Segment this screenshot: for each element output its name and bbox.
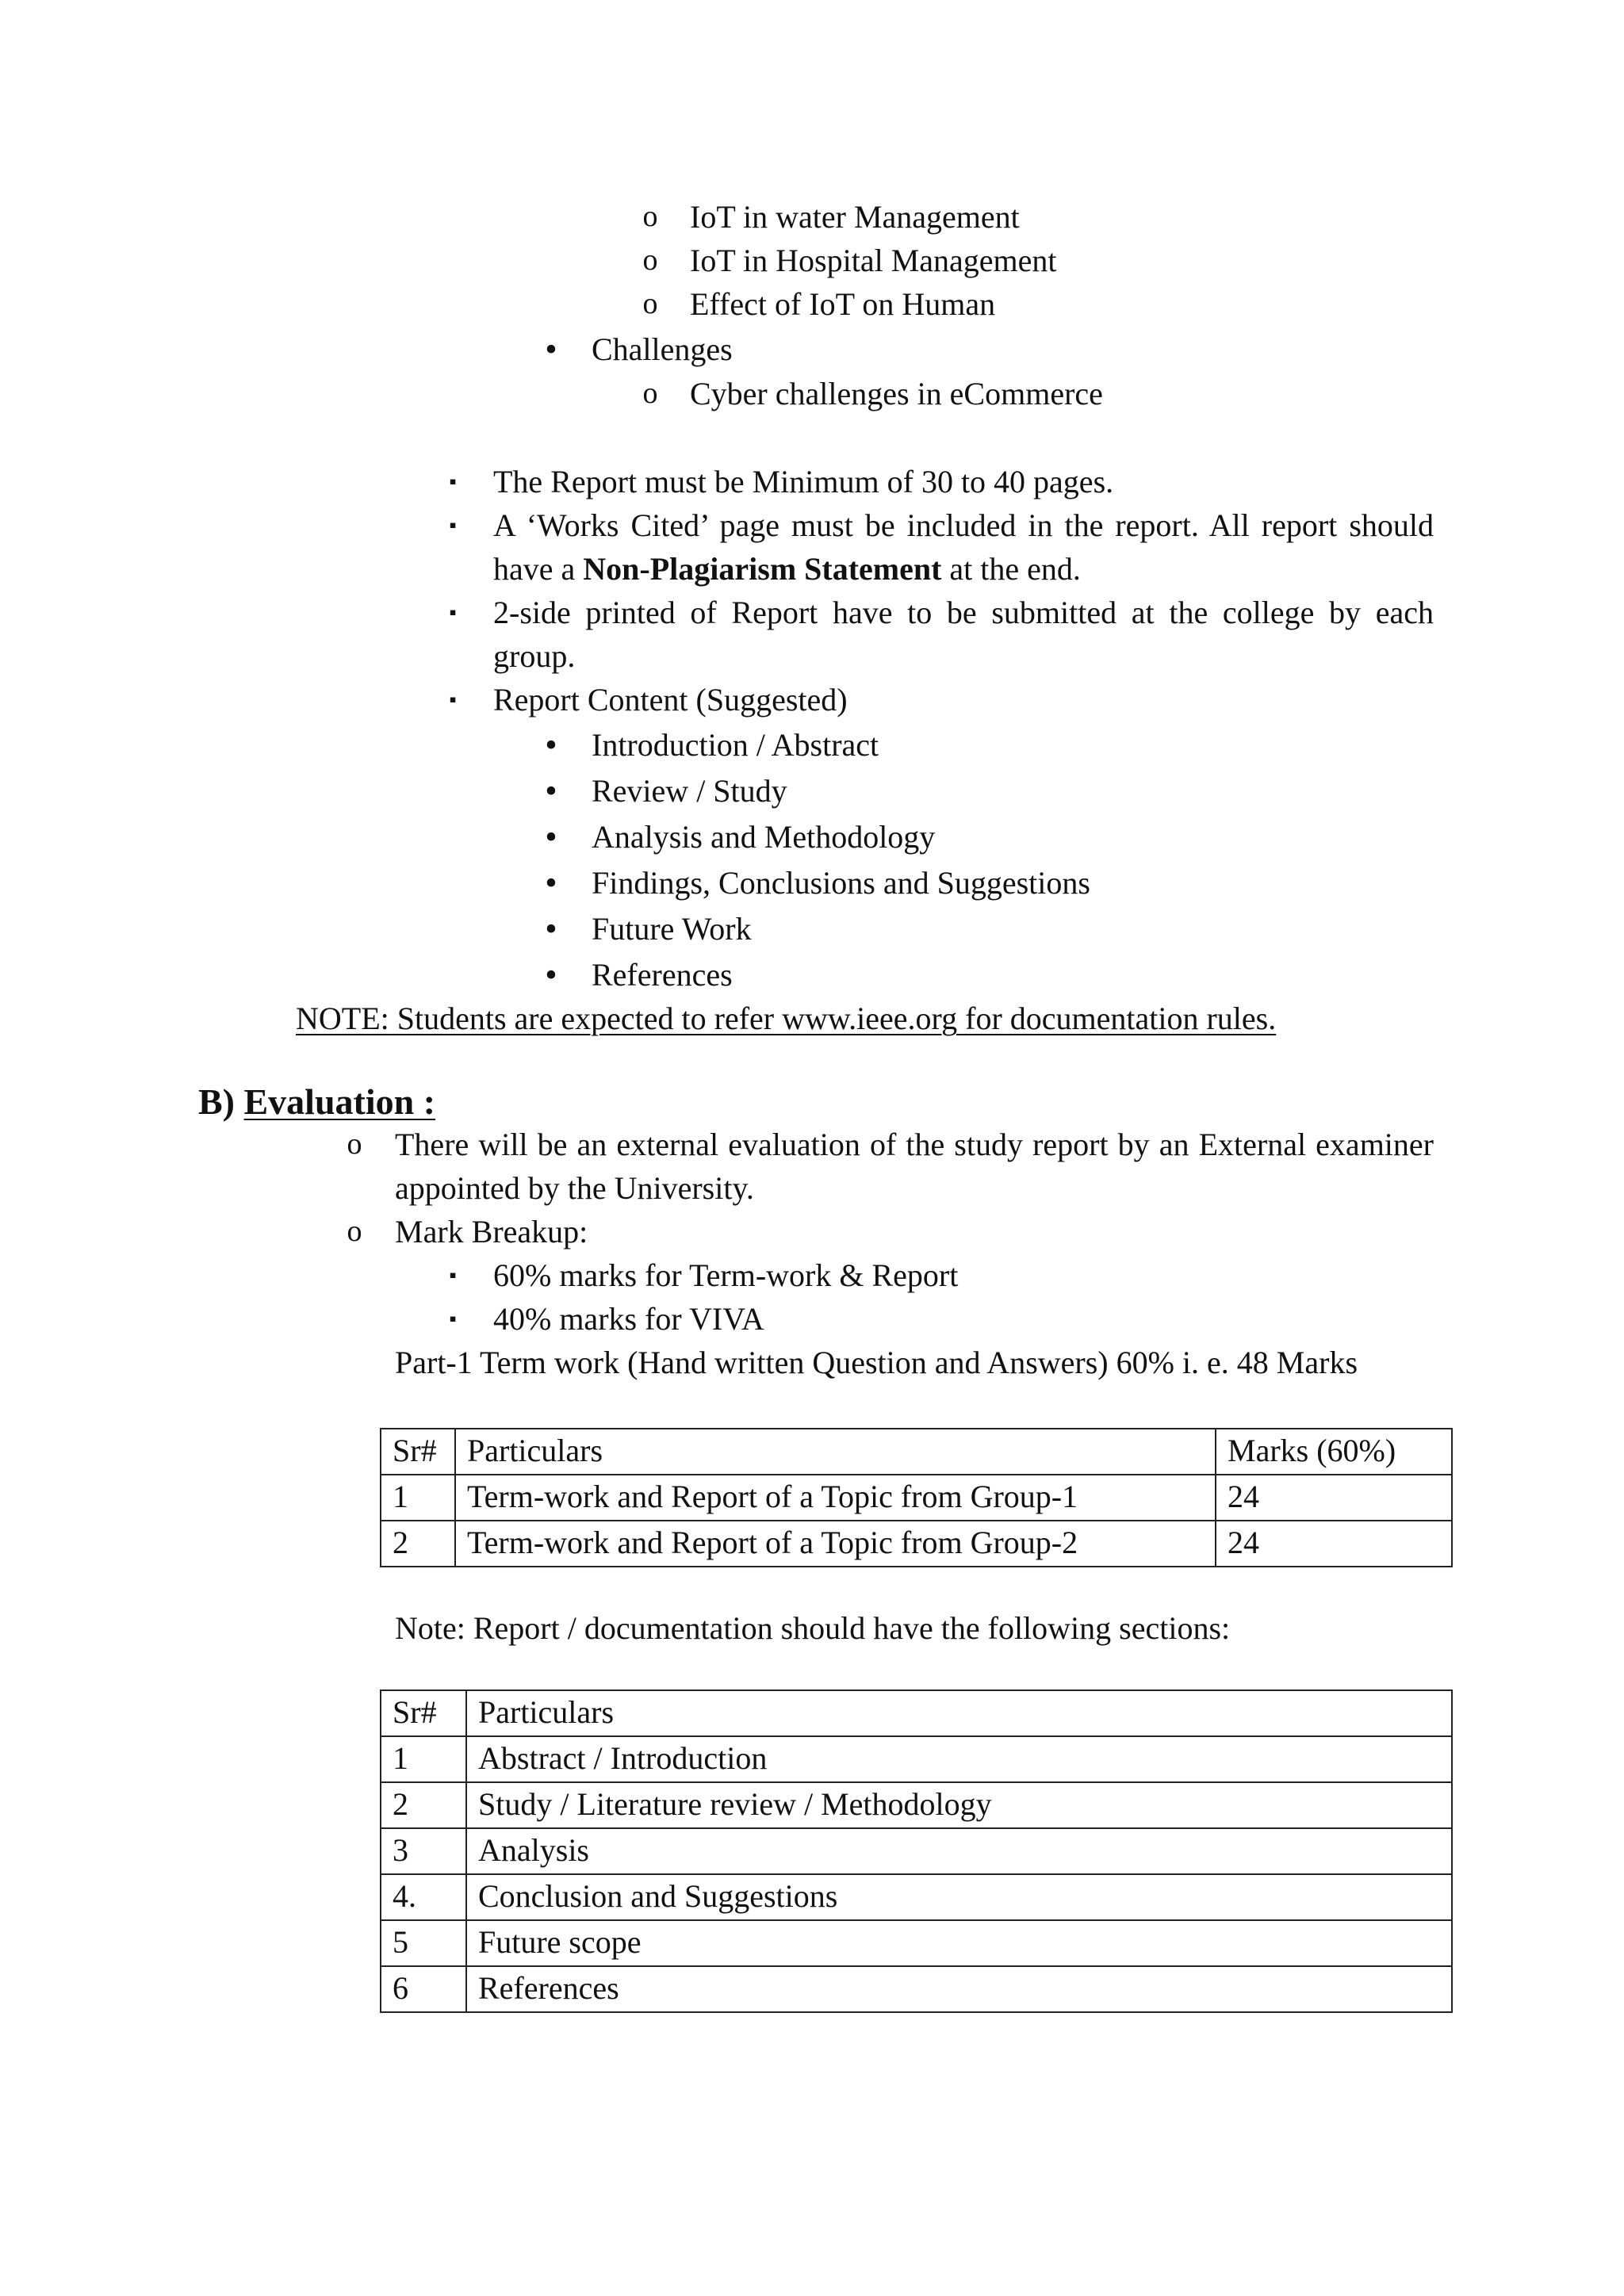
- circle-bullet-icon: o: [642, 200, 658, 233]
- section-title: Evaluation :: [243, 1081, 436, 1122]
- non-plagiarism-statement: Non-Plagiarism Statement: [583, 551, 942, 587]
- sections-table: [380, 1689, 1453, 2013]
- table-header-cell: Marks (60%): [1216, 1429, 1452, 1475]
- bullet-icon: •: [545, 725, 557, 764]
- section-heading: [198, 1080, 435, 1123]
- square-bullet-icon: ▪: [449, 1264, 457, 1287]
- table-cell: 6: [381, 1966, 466, 2012]
- square-bullet-icon: ▪: [449, 1307, 457, 1330]
- bullet-icon: •: [545, 817, 557, 856]
- report-content-item: Review / Study: [592, 773, 787, 809]
- circle-bullet-icon: o: [642, 377, 658, 410]
- circle-bullet-icon: o: [642, 243, 658, 277]
- bullet-icon: •: [545, 330, 557, 369]
- table-cell: Conclusion and Suggestions: [466, 1874, 1452, 1920]
- table-cell: Study / Literature review / Methodology: [466, 1782, 1452, 1828]
- report-content-item: References: [592, 957, 733, 993]
- circle-bullet-icon: o: [347, 1215, 362, 1248]
- table-cell: 24: [1216, 1475, 1452, 1521]
- marks-table: [380, 1428, 1453, 1567]
- table-row: [381, 1920, 1452, 1966]
- square-bullet-icon: ▪: [449, 601, 457, 624]
- table-cell: 1: [381, 1475, 455, 1521]
- part1-description: Part-1 Term work (Hand written Question and Answers) 60% i. e. 48 Marks: [395, 1345, 1358, 1380]
- table-cell: 4.: [381, 1874, 466, 1920]
- square-bullet-icon: ▪: [449, 688, 457, 711]
- table-cell: 2: [381, 1521, 455, 1567]
- documentation-note: NOTE: Students are expected to refer www.ieee.org for documentation rules.: [296, 1001, 1277, 1036]
- topic-sub-item: Effect of IoT on Human: [690, 286, 996, 322]
- table-row: [381, 1966, 1452, 2012]
- bullet-icon: •: [545, 863, 557, 902]
- table-header-cell: Sr#: [381, 1690, 466, 1736]
- evaluation-external: There will be an external evaluation of the study report by an External examiner appointed by the University.: [395, 1127, 1434, 1206]
- rule-report-content: Report Content (Suggested): [493, 682, 848, 718]
- table-cell: Future scope: [466, 1920, 1452, 1966]
- rule-printed-report: 2-side printed of Report have to be submitted at the college by each group.: [493, 595, 1434, 674]
- breakup-item: 60% marks for Term-work & Report: [493, 1257, 959, 1293]
- table-cell: Analysis: [466, 1828, 1452, 1874]
- report-content-item: Future Work: [592, 911, 752, 947]
- circle-bullet-icon: o: [347, 1127, 362, 1161]
- table-row: [381, 1782, 1452, 1828]
- square-bullet-icon: ▪: [449, 470, 457, 493]
- table-cell: 3: [381, 1828, 466, 1874]
- topic-sub-item: IoT in water Management: [690, 199, 1020, 235]
- table-header-cell: Sr#: [381, 1429, 455, 1475]
- table-header-cell: Particulars: [466, 1690, 1452, 1736]
- mark-breakup-label: Mark Breakup:: [395, 1214, 588, 1249]
- table-header-row: [381, 1690, 1452, 1736]
- report-content-item: Analysis and Methodology: [592, 819, 936, 855]
- table-row: [381, 1736, 1452, 1782]
- table-header-cell: Particulars: [455, 1429, 1216, 1475]
- table-row: [381, 1475, 1452, 1521]
- table-cell: 24: [1216, 1521, 1452, 1567]
- table-cell: References: [466, 1966, 1452, 2012]
- bullet-icon: •: [545, 955, 557, 994]
- section-number: B): [198, 1081, 235, 1122]
- table-cell: Term-work and Report of a Topic from Group-2: [455, 1521, 1216, 1567]
- table-cell: 1: [381, 1736, 466, 1782]
- report-content-item: Findings, Conclusions and Suggestions: [592, 865, 1090, 901]
- table-cell: Abstract / Introduction: [466, 1736, 1452, 1782]
- breakup-item: 40% marks for VIVA: [493, 1301, 764, 1337]
- bullet-icon: •: [545, 771, 557, 810]
- table-cell: 5: [381, 1920, 466, 1966]
- table-row: [381, 1828, 1452, 1874]
- sections-note: Note: Report / documentation should have the following sections:: [395, 1610, 1231, 1646]
- table-row: [381, 1874, 1452, 1920]
- challenges-label: Challenges: [592, 331, 733, 367]
- table-row: [381, 1521, 1452, 1567]
- bullet-icon: •: [545, 909, 557, 948]
- circle-bullet-icon: o: [642, 287, 658, 320]
- rule-works-cited: A ‘Works Cited’ page must be included in the report. All report should have a Non-Plagiarism Statement at the end.: [493, 507, 1434, 587]
- table-cell: Term-work and Report of a Topic from Group-1: [455, 1475, 1216, 1521]
- table-cell: 2: [381, 1782, 466, 1828]
- table-header-row: [381, 1429, 1452, 1475]
- report-content-item: Introduction / Abstract: [592, 727, 879, 763]
- square-bullet-icon: ▪: [449, 514, 457, 537]
- rule-min-pages: The Report must be Minimum of 30 to 40 pages.: [493, 464, 1114, 499]
- topic-sub-item: IoT in Hospital Management: [690, 243, 1057, 278]
- challenge-sub-item: Cyber challenges in eCommerce: [690, 376, 1103, 411]
